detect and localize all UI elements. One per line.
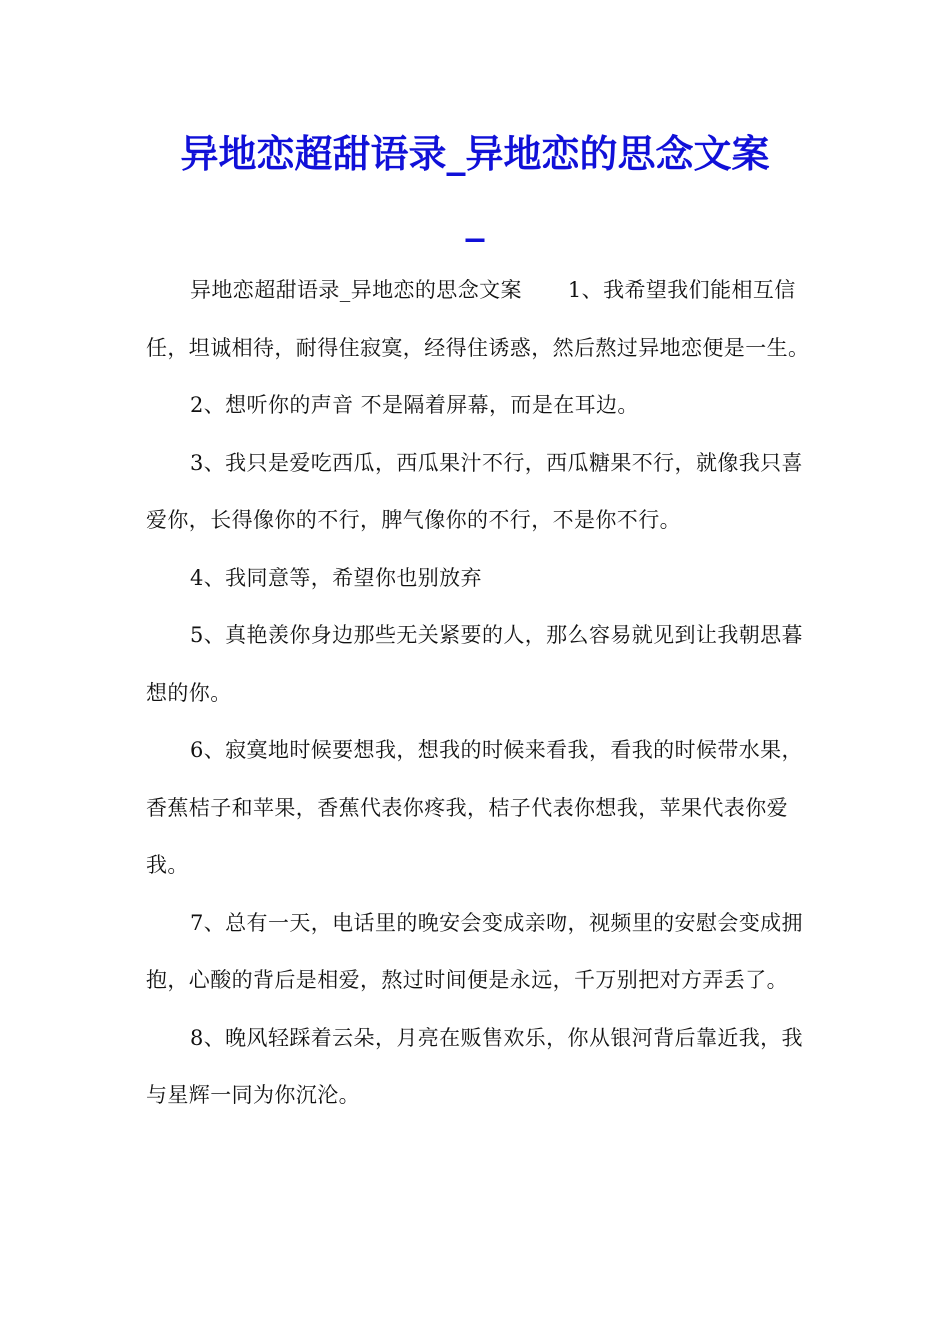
intro-title-text: 异地恋超甜语录_异地恋的思念文案	[190, 278, 522, 302]
paragraph-8: 8、晚风轻踩着云朵，月亮在贩售欢乐，你从银河背后靠近我，我与星辉一同为你沉沦。	[146, 1025, 803, 1107]
paragraph-5: 5、真艳羡你身边那些无关紧要的人，那么容易就见到让我朝思暮想的你。	[146, 623, 803, 705]
paragraph-2: 2、想听你的声音 不是隔着屏幕，而是在耳边。	[190, 393, 639, 417]
document-title-continuation: _	[465, 197, 485, 242]
document-title: 异地恋超甜语录_异地恋的思念文案	[180, 131, 770, 176]
paragraph-4: 4、我同意等，希望你也别放弃	[190, 565, 482, 590]
paragraph-1-text: 1、我希望我们能相互信任，坦诚相待，耐得住寂寞，经得住诱惑，然后熬过异地恋便是一生。	[146, 278, 810, 360]
paragraph-7: 7、总有一天，电话里的晚安会变成亲吻，视频里的安慰会变成拥抱，心酸的背后是相爱，熬过时间便是永远，千万别把对方弄丢了。	[146, 910, 803, 992]
paragraph-3: 3、我只是爱吃西瓜，西瓜果汁不行，西瓜糖果不行，就像我只喜爱你，长得像你的不行，脾气像你的不行，不是你不行。	[146, 450, 803, 532]
document-body	[146, 262, 822, 1125]
paragraph-6: 6、寂寞地时候要想我，想我的时候来看我，看我的时候带水果，香蕉桔子和苹果，香蕉代表你疼我，桔子代表你想我，苹果代表你爱我。	[146, 738, 803, 877]
paragraph-1	[146, 262, 822, 377]
